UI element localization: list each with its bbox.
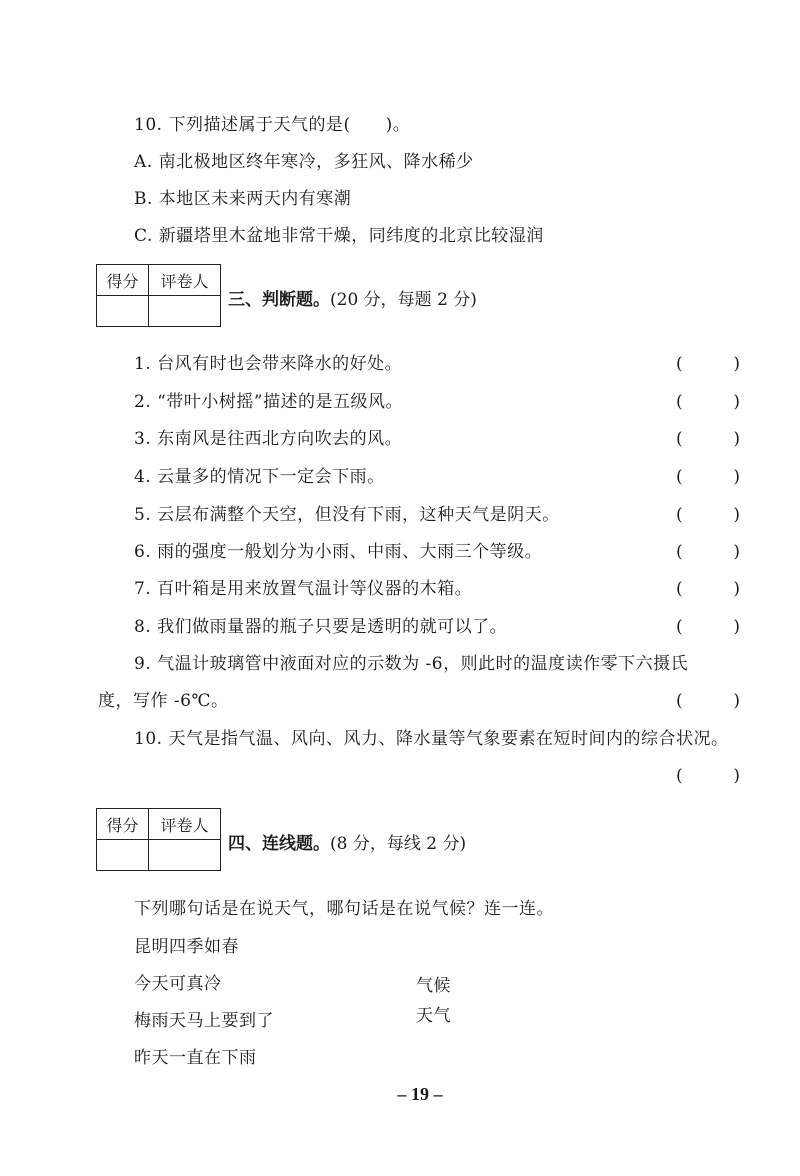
matching-left-item-4[interactable]: 昨天一直在下雨 (134, 1048, 257, 1068)
score-cell[interactable] (97, 296, 149, 327)
section4-heading (228, 832, 466, 856)
judge-item-1: 1. 台风有时也会带来降水的好处。 (134, 354, 403, 374)
score-table-section3 (96, 264, 221, 327)
score-label: 得分 (97, 265, 149, 296)
section4-note: (8 分，每线 2 分) (330, 834, 467, 854)
judge-item-2: 2. “带叶小树摇”描述的是五级风。 (134, 392, 404, 412)
judge-item-8: 8. 我们做雨量器的瓶子只要是透明的就可以了。 (134, 617, 508, 637)
grader-cell[interactable] (149, 840, 221, 871)
judge-item-7: 7. 百叶箱是用来放置气温计等仪器的木箱。 (134, 579, 473, 599)
section3-heading (228, 288, 477, 312)
judge-item-9-line2: 度，写作 -6℃。 (98, 691, 229, 711)
judge-item-3: 3. 东南风是往西北方向吹去的风。 (134, 429, 403, 449)
question-10-option-a: A. 南北极地区终年寒冷，多狂风、降水稀少 (134, 152, 474, 172)
judge-item-5: 5. 云层布满整个天空，但没有下雨，这种天气是阴天。 (134, 505, 560, 525)
judge-item-9-line1: 9. 气温计玻璃管中液面对应的示数为 -6，则此时的温度读作零下六摄氏 (134, 654, 689, 674)
grader-label: 评卷人 (149, 265, 221, 296)
question-10-option-c: C. 新疆塔里木盆地非常干燥，同纬度的北京比较湿润 (134, 226, 544, 246)
score-label: 得分 (97, 809, 149, 840)
matching-left-item-2[interactable]: 今天可真冷 (134, 974, 222, 994)
score-table-section4 (96, 808, 221, 871)
grader-cell[interactable] (149, 296, 221, 327)
judge-item-6: 6. 雨的强度一般划分为小雨、中雨、大雨三个等级。 (134, 542, 543, 562)
matching-right-item-1[interactable]: 气候 (416, 976, 451, 996)
judge-item-10: 10. 天气是指气温、风向、风力、降水量等气象要素在短时间内的综合状况。 (134, 729, 729, 749)
judge-item-4: 4. 云量多的情况下一定会下雨。 (134, 467, 385, 487)
matching-right-item-2[interactable]: 天气 (416, 1006, 451, 1026)
question-10-stem: 10. 下列描述属于天气的是( )。 (134, 115, 411, 135)
matching-left-item-3[interactable]: 梅雨天马上要到了 (134, 1011, 274, 1031)
matching-prompt: 下列哪句话是在说天气，哪句话是在说气候？连一连。 (134, 899, 554, 919)
grader-label: 评卷人 (149, 809, 221, 840)
score-cell[interactable] (97, 840, 149, 871)
page-number: – 19 – (397, 1084, 443, 1104)
matching-left-item-1[interactable]: 昆明四季如春 (134, 937, 239, 957)
section3-title: 三、判断题。 (228, 290, 330, 310)
question-10-option-b: B. 本地区未来两天内有寒潮 (134, 189, 352, 209)
section3-note: (20 分，每题 2 分) (330, 290, 477, 310)
section4-title: 四、连线题。 (228, 834, 330, 854)
